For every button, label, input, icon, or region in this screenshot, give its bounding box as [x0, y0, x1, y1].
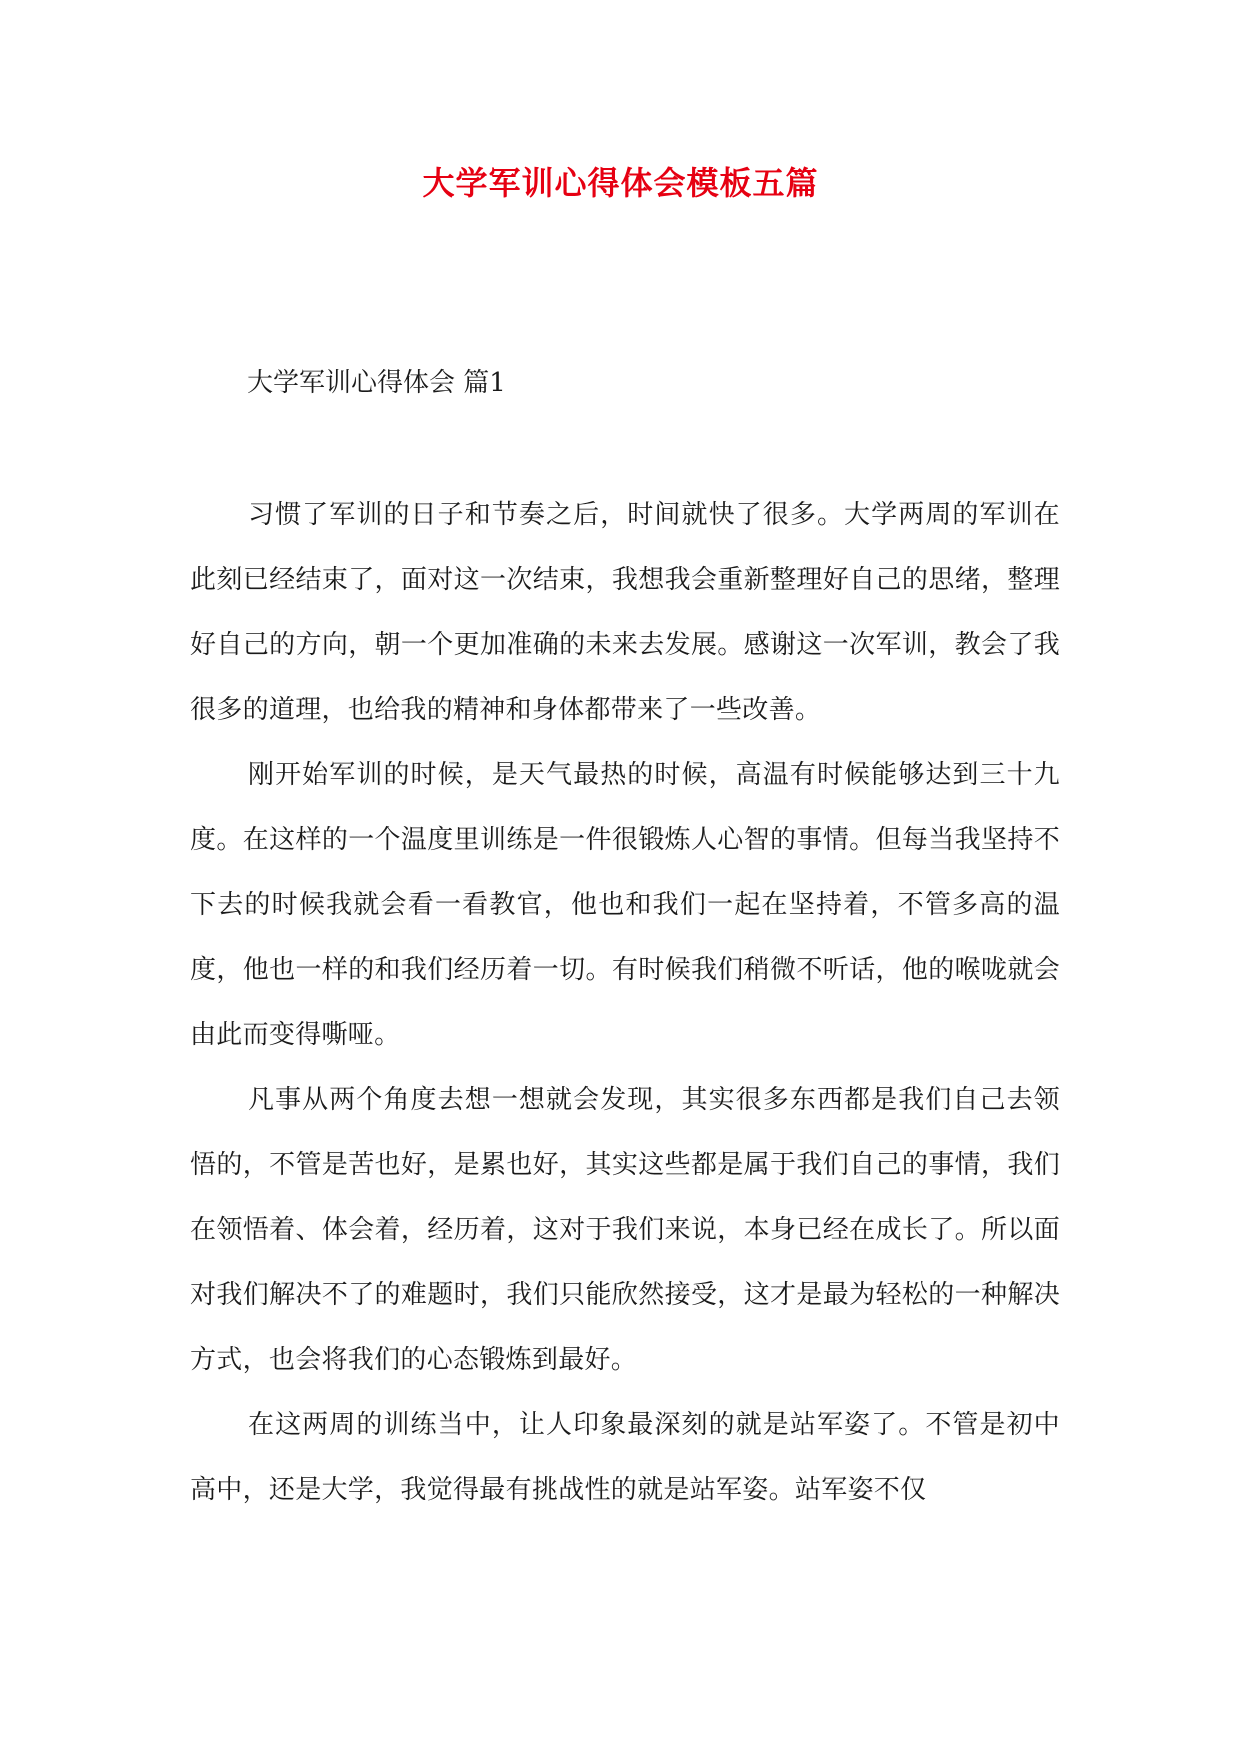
document-title: 大学军训心得体会模板五篇: [422, 164, 819, 202]
paragraph: 习惯了军训的日子和节奏之后，时间就快了很多。大学两周的军训在此刻已经结束了，面对这一次结束，我想我会重新整理好自己的思绪，整理好自己的方向，朝一个更加准确的未来去发展。感谢这一次军训，教会了我很多的道理，也给我的精神和身体都带来了一些改善。: [190, 500, 1060, 725]
paragraph: 凡事从两个角度去想一想就会发现，其实很多东西都是我们自己去领悟的，不管是苦也好，是累也好，其实这些都是属于我们自己的事情，我们在领悟着、体会着，经历着，这对于我们来说，本身已经在成长了。所以面对我们解决不了的难题时，我们只能欣然接受，这才是最为轻松的一种解决方式，也会将我们的心态锻炼到最好。: [190, 1085, 1060, 1375]
section-heading: 大学军训心得体会 篇1: [247, 368, 506, 398]
paragraph: 刚开始军训的时候，是天气最热的时候，高温有时候能够达到三十九度。在这样的一个温度里训练是一件很锻炼人心智的事情。但每当我坚持不下去的时候我就会看一看教官，他也和我们一起在坚持着，不管多高的温度，他也一样的和我们经历着一切。有时候我们稍微不听话，他的喉咙就会由此而变得嘶哑。: [190, 760, 1060, 1050]
paragraph: 在这两周的训练当中，让人印象最深刻的就是站军姿了。不管是初中高中，还是大学，我觉得最有挑战性的就是站军姿。站军姿不仅: [190, 1410, 1060, 1505]
body-text: [190, 483, 1060, 1523]
